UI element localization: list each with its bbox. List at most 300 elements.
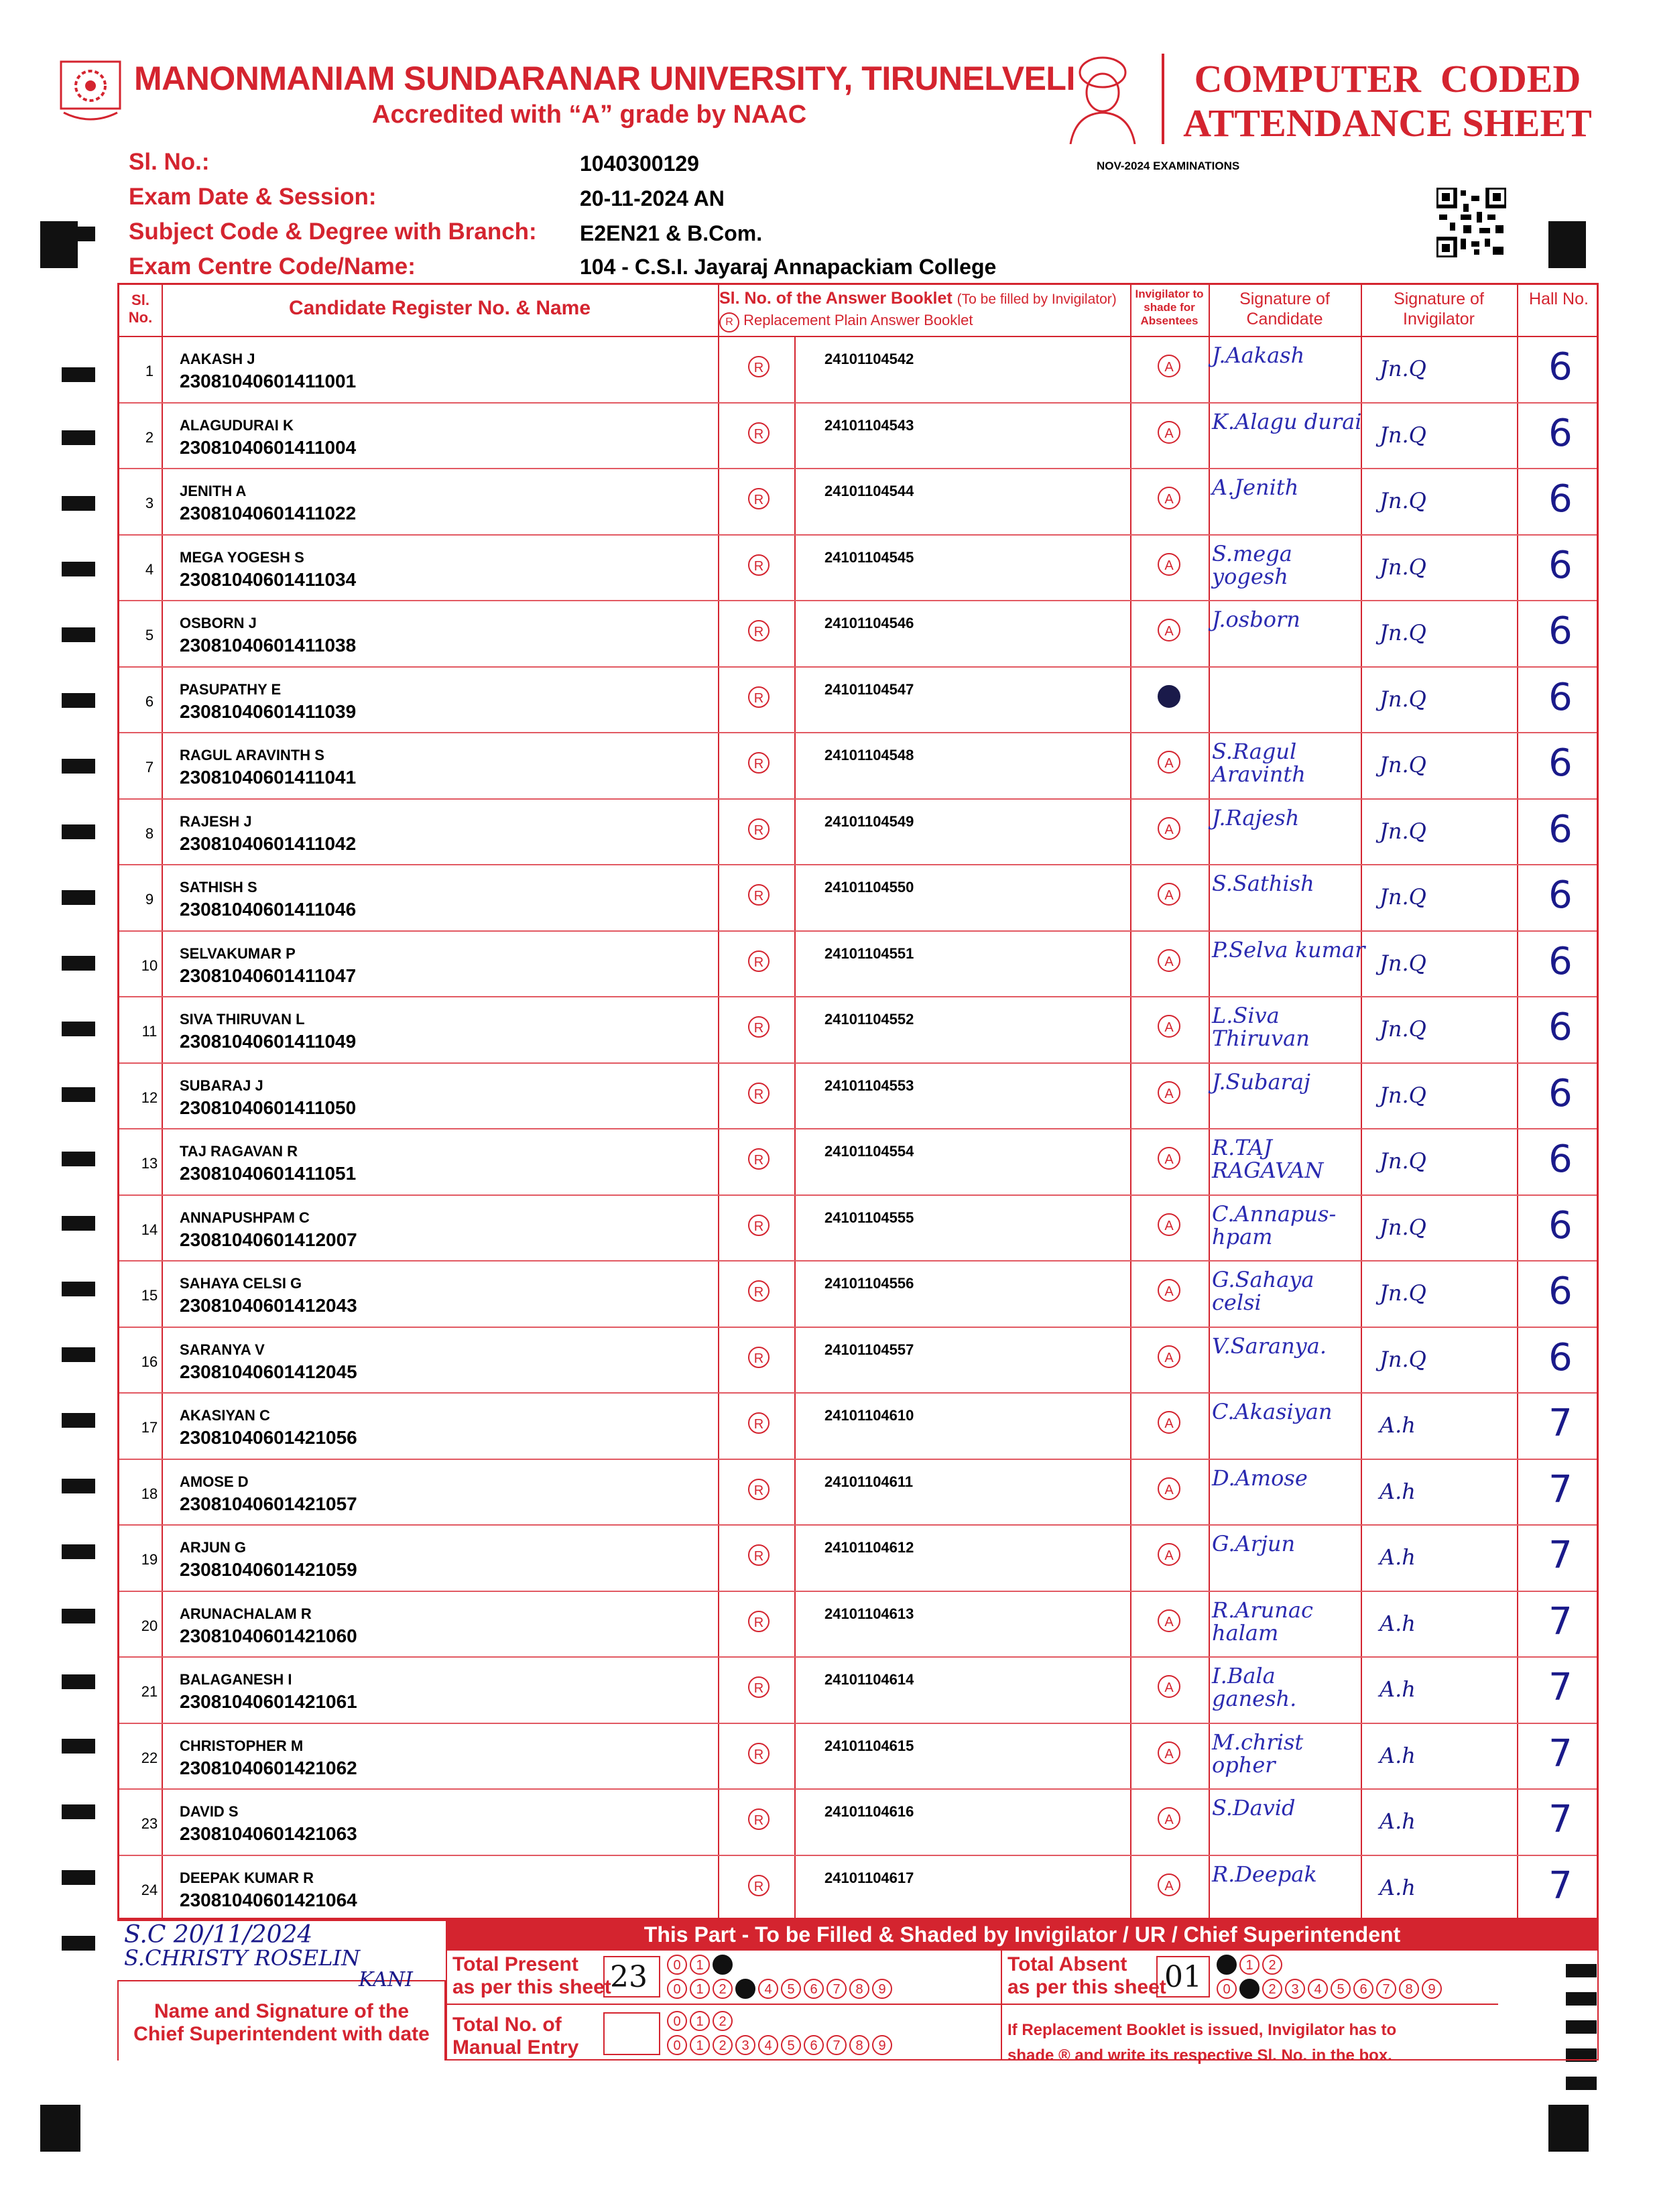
table-row [119,1591,1597,1657]
replacement-r-circle[interactable]: R [748,1347,770,1368]
register-no: 23081040601411039 [180,700,357,722]
absent-shade-circle[interactable]: A [1158,1675,1180,1698]
cs-label [117,2000,446,2046]
accreditation: Accredited with “A” grade by NAAC [372,101,807,129]
digit-bubble[interactable]: 1 [690,2011,710,2031]
register-no: 23081040601411022 [180,503,357,524]
row-sl-no: 24 [141,1881,158,1898]
hall-no: 6 [1548,1071,1573,1115]
timing-mark [1566,2077,1597,2090]
register-no: 23081040601421061 [180,1691,357,1712]
registration-block [40,221,78,268]
timing-mark [62,824,95,839]
replacement-r-circle[interactable]: R [748,686,770,708]
replacement-r-circle[interactable]: R [748,752,770,774]
candidate-name: MEGA YOGESH S [180,548,304,566]
table-row [119,1524,1597,1591]
r-circle-icon: R [719,312,739,332]
absent-shade-circle[interactable]: A [1158,751,1180,774]
header-booklet [719,289,1129,308]
header-booklet-title: Sl. No. of the Answer Booklet [719,289,953,308]
candidate-signature: S.Sathish [1212,871,1314,896]
total-absent-label-2: as per this sheet [1007,1976,1166,1998]
total-present-label [452,1953,611,1999]
timing-mark [62,1804,95,1819]
invigilator-signature: Jn.Q [1379,1016,1426,1042]
digit-bubble[interactable]: 8 [849,1979,869,1999]
exam-date-label: Exam Date & Session: [129,184,377,210]
total-present-tens[interactable] [667,1955,733,1975]
total-absent-tens[interactable] [1217,1955,1282,1975]
invigilator-signature: Jn.Q [1379,752,1426,778]
absent-shade-circle[interactable] [1158,685,1180,708]
digit-bubble[interactable]: 7 [826,1979,847,1999]
table-row [119,1656,1597,1723]
invigilator-signature: A.h [1379,1610,1416,1636]
timing-mark [62,1609,95,1623]
invigilator-signature: Jn.Q [1379,1280,1426,1306]
digit-bubble[interactable]: 0 [667,2011,687,2031]
candidate-name: AMOSE D [180,1473,249,1490]
manual-entry-ones[interactable] [667,2035,892,2055]
row-sl-no: 18 [141,1485,158,1502]
table-row [119,1723,1597,1789]
row-sl-no: 11 [141,1023,158,1040]
candidate-signature: C.Akasiyan [1212,1399,1333,1424]
digit-bubble[interactable]: 2 [713,2035,733,2055]
candidate-signature: A.Jenith [1212,475,1299,500]
timing-mark [62,1479,95,1493]
absent-shade-circle[interactable]: A [1158,1411,1180,1434]
header-replacement-label: Replacement Plain Answer Booklet [743,312,973,328]
replacement-r-circle[interactable]: R [748,1083,770,1104]
candidate-name: ANNAPUSHPAM C [180,1209,310,1226]
timing-mark [62,1739,95,1754]
register-no: 23081040601421056 [180,1427,357,1448]
row-sl-no: 6 [145,692,154,710]
digit-bubble[interactable]: 2 [1262,1979,1282,1999]
digit-bubble[interactable]: 0 [667,1979,687,1999]
total-present-box[interactable] [603,1956,660,1998]
row-sl-no: 2 [145,428,154,446]
candidate-signature: I.Bala ganesh. [1212,1663,1297,1711]
absent-shade-circle[interactable]: A [1158,1345,1180,1368]
register-no: 23081040601412007 [180,1229,357,1250]
absent-shade-circle[interactable]: A [1158,883,1180,906]
absent-shade-circle[interactable]: A [1158,817,1180,840]
replacement-r-circle[interactable]: R [748,950,770,972]
digit-bubble[interactable]: 4 [1308,1979,1328,1999]
register-no: 23081040601421059 [180,1559,357,1580]
digit-bubble[interactable]: 1 [1239,1955,1260,1975]
invigilator-signature: Jn.Q [1379,356,1426,381]
booklet-no: 24101104542 [824,351,914,367]
digit-bubble[interactable]: 3 [735,2035,755,2055]
invigilator-signature: Jn.Q [1379,686,1426,712]
footer-section [117,1920,1599,2065]
digit-bubble[interactable] [1217,1955,1237,1975]
digit-bubble[interactable]: 6 [1353,1979,1373,1999]
booklet-no: 24101104544 [824,483,914,499]
digit-bubble[interactable]: 1 [690,1979,710,1999]
timing-mark [62,1347,95,1362]
digit-bubble[interactable] [1239,1979,1260,1999]
replacement-r-circle[interactable]: R [748,1544,770,1566]
total-absent-box[interactable] [1156,1956,1210,1998]
table-row [119,732,1597,798]
invigilator-signature: A.h [1379,1808,1416,1834]
table-row [119,1128,1597,1194]
hall-no: 6 [1548,609,1573,653]
university-name: MANONMANIAM SUNDARANAR UNIVERSITY, TIRUNELVELI [134,60,1075,97]
register-no: 23081040601411046 [180,899,357,920]
candidate-name: SARANYA V [180,1341,265,1358]
digit-bubble[interactable]: 2 [713,2011,733,2031]
table-row [119,1392,1597,1459]
row-sl-no: 8 [145,824,154,842]
candidate-name: ALAGUDURAI K [180,416,294,434]
absent-shade-circle[interactable]: A [1158,619,1180,641]
hall-no: 6 [1548,675,1573,719]
hall-no: 7 [1548,1731,1573,1776]
table-row [119,1855,1597,1921]
row-sl-no: 14 [141,1221,158,1238]
absent-shade-circle[interactable]: A [1158,1807,1180,1830]
candidate-name: SIVA THIRUVAN L [180,1011,305,1028]
replacement-note-1: If Replacement Booklet is issued, Invigilator has to [1007,2021,1397,2039]
total-absent-label-1: Total Absent [1007,1953,1127,1975]
register-no: 23081040601411001 [180,371,357,391]
register-no: 23081040601411049 [180,1031,357,1052]
register-no: 23081040601411051 [180,1163,357,1184]
absent-shade-circle[interactable]: A [1158,1477,1180,1500]
timing-mark [62,890,95,905]
booklet-no: 24101104548 [824,747,914,763]
row-sl-no: 12 [141,1089,158,1106]
timing-mark [62,1870,95,1885]
timing-mark [62,1936,95,1951]
candidate-name: ARUNACHALAM R [180,1605,312,1622]
candidate-signature: J.Aakash [1212,343,1305,368]
replacement-r-circle[interactable]: R [748,1016,770,1038]
absent-shade-circle[interactable]: A [1158,1213,1180,1236]
absent-shade-circle[interactable]: A [1158,1543,1180,1566]
timing-mark [62,1022,95,1036]
hall-no: 7 [1548,1666,1573,1709]
header-booklet-note: (To be filled by Invigilator) [957,292,1117,307]
digit-bubble[interactable]: 1 [690,1955,710,1975]
register-no: 23081040601421057 [180,1493,357,1514]
header-replacement [719,312,1129,332]
header-invig-shade: Invigilator to shade for Absentees [1135,288,1204,327]
register-no: 23081040601412045 [180,1361,357,1382]
candidate-name: BALAGANESH I [180,1671,292,1688]
table-row [119,402,1597,469]
candidate-name: SUBARAJ J [180,1077,263,1094]
digit-bubble[interactable]: 9 [872,2035,892,2055]
timing-mark [62,496,95,511]
invigilator-signature: Jn.Q [1379,818,1426,844]
candidate-signature: S.mega yogesh [1212,540,1292,589]
absent-shade-circle[interactable]: A [1158,553,1180,576]
hall-no: 6 [1548,477,1573,521]
absent-shade-circle[interactable]: A [1158,1015,1180,1038]
digit-bubble[interactable]: 9 [872,1979,892,1999]
booklet-no: 24101104615 [824,1737,914,1754]
candidate-signature: J.osborn [1212,607,1300,632]
footer-bar: This Part - To be Filled & Shaded by Invigilator / UR / Chief Superintendent [446,1920,1599,1949]
replacement-r-circle[interactable]: R [748,1808,770,1830]
digit-bubble[interactable]: 8 [1399,1979,1419,1999]
candidate-signature: S.Ragul Aravinth [1212,739,1306,787]
candidate-name: JENITH A [180,483,247,499]
booklet-no: 24101104546 [824,615,914,631]
row-sl-no: 21 [141,1683,158,1700]
digit-bubble[interactable]: 2 [713,1979,733,1999]
candidate-signature: R.Deepak [1212,1861,1317,1887]
table-row [119,1062,1597,1129]
candidate-signature: G.Sahaya celsi [1212,1267,1314,1315]
digit-bubble[interactable]: 7 [826,2035,847,2055]
timing-mark [62,367,95,382]
candidate-name: PASUPATHY E [180,680,282,698]
digit-bubble[interactable]: 9 [1422,1979,1442,1999]
booklet-no: 24101104552 [824,1011,914,1028]
replacement-r-circle[interactable]: R [748,1611,770,1632]
absent-shade-circle[interactable]: A [1158,1147,1180,1170]
hall-no: 6 [1548,741,1573,785]
digit-bubble[interactable]: 4 [758,1979,778,1999]
hall-no: 6 [1548,1138,1573,1181]
row-sl-no: 15 [141,1287,158,1304]
booklet-no: 24101104613 [824,1605,914,1622]
timing-mark [62,693,95,708]
timing-mark [62,1282,95,1296]
candidate-name: SATHISH S [180,879,257,896]
total-present-label-2: as per this sheet [452,1976,611,1998]
register-no: 23081040601411034 [180,568,357,590]
invigilator-signature: Jn.Q [1379,422,1426,448]
table-row [119,1194,1597,1261]
replacement-r-circle[interactable]: R [748,818,770,840]
hall-no: 7 [1548,1599,1573,1644]
candidate-name: DAVID S [180,1803,239,1820]
candidate-signature: R.TAJ RAGAVAN [1212,1135,1324,1183]
booklet-no: 24101104555 [824,1209,914,1226]
table-row [119,468,1597,534]
booklet-no: 24101104611 [824,1473,914,1490]
invigilator-signature: Jn.Q [1379,950,1426,976]
register-no: 23081040601411004 [180,436,357,458]
candidate-signature: G.Arjun [1212,1531,1296,1556]
candidate-signature: S.David [1212,1795,1296,1821]
registration-block [40,2105,80,2152]
absent-shade-circle[interactable]: A [1158,1279,1180,1302]
invigilator-signature: Jn.Q [1379,1148,1426,1174]
digit-bubble[interactable]: 0 [667,1955,687,1975]
university-logo [57,59,124,133]
header-candidate: Candidate Register No. & Name [288,297,591,319]
hall-no: 7 [1548,1534,1573,1577]
register-no: 23081040601421060 [180,1625,357,1646]
candidate-signature: J.Subaraj [1212,1068,1310,1095]
centre-value: 104 - C.S.I. Jayaraj Annapackiam College [580,255,997,279]
subject-label: Subject Code & Degree with Branch: [129,219,537,245]
booklet-no: 24101104556 [824,1275,914,1292]
row-sl-no: 19 [141,1551,158,1568]
invigilator-signature: A.h [1379,1742,1416,1768]
digit-bubble[interactable]: 5 [781,1979,801,1999]
candidate-signature: K.Alagu durai [1212,408,1362,434]
digit-bubble[interactable]: 0 [667,2035,687,2055]
candidate-name: TAJ RAGAVAN R [180,1143,298,1160]
timing-mark [62,627,95,642]
invigilator-signature: Jn.Q [1379,884,1426,910]
digit-bubble[interactable] [735,1979,755,1999]
booklet-no: 24101104614 [824,1671,914,1688]
total-present-ones[interactable] [667,1979,892,1999]
digit-bubble[interactable] [713,1955,733,1975]
digit-bubble[interactable]: 6 [804,2035,824,2055]
table-row [119,1788,1597,1855]
replacement-r-circle[interactable]: R [748,422,770,444]
booklet-no: 24101104543 [824,416,914,434]
candidate-signature: L.Siva Thiruvan [1212,1003,1310,1051]
replacement-r-circle[interactable]: R [748,1280,770,1302]
row-sl-no: 17 [141,1419,158,1436]
absent-shade-circle[interactable]: A [1158,1609,1180,1632]
replacement-r-circle[interactable]: R [748,554,770,576]
booklet-no: 24101104554 [824,1143,914,1160]
timing-mark [62,759,95,774]
founder-portrait [1062,54,1143,144]
booklet-no: 24101104553 [824,1077,914,1094]
booklet-no: 24101104549 [824,812,914,830]
hall-no: 6 [1548,345,1573,389]
replacement-r-circle[interactable]: R [748,1743,770,1764]
table-row [119,666,1597,733]
total-present-value: 23 [610,1960,648,1994]
sl-no-label: Sl. No.: [129,149,210,175]
candidate-name: OSBORN J [180,615,257,631]
absent-shade-circle[interactable]: A [1158,487,1180,509]
replacement-r-circle[interactable]: R [748,488,770,509]
replacement-r-circle[interactable]: R [748,884,770,906]
absent-shade-circle[interactable]: A [1158,355,1180,377]
replacement-r-circle[interactable]: R [748,356,770,377]
digit-bubble[interactable]: 4 [758,2035,778,2055]
booklet-no: 24101104550 [824,879,914,896]
invigilator-signature: Jn.Q [1379,554,1426,580]
hall-no: 6 [1548,543,1573,587]
hall-no: 6 [1548,939,1573,983]
absent-shade-circle[interactable]: A [1158,421,1180,444]
invigilator-signature: Jn.Q [1379,620,1426,646]
replacement-r-circle[interactable]: R [748,1875,770,1896]
register-no: 23081040601411050 [180,1097,357,1118]
digit-bubble[interactable]: 6 [804,1979,824,1999]
manual-entry-tens[interactable] [667,2011,733,2031]
sheet-title-line1: COMPUTER CODED [1194,57,1581,101]
digit-bubble[interactable]: 0 [1217,1979,1237,1999]
replacement-note-2: shade ® and write its respective Sl. No. in the box. [1007,2046,1392,2065]
registration-block [1548,2105,1589,2152]
row-sl-no: 1 [145,363,154,379]
replacement-r-circle[interactable]: R [748,1412,770,1434]
header-hall: Hall No. [1529,290,1589,308]
timing-mark [62,1216,95,1231]
invigilator-signature: Jn.Q [1379,1346,1426,1372]
sl-no-value: 1040300129 [580,151,699,176]
row-sl-no: 22 [141,1749,158,1766]
digit-bubble[interactable]: 3 [1285,1979,1305,1999]
qr-code-icon [1436,188,1506,257]
booklet-no: 24101104551 [824,944,914,962]
register-no: 23081040601412043 [180,1295,357,1316]
hall-no: 6 [1548,411,1573,455]
digit-bubble[interactable]: 1 [690,2035,710,2055]
booklet-no: 24101104547 [824,680,914,698]
manual-entry-label-2: Manual Entry [452,2036,579,2059]
centre-label: Exam Centre Code/Name: [129,253,416,280]
replacement-r-circle[interactable]: R [748,1215,770,1236]
invigilator-signature: A.h [1379,1676,1416,1702]
candidate-name: ARJUN G [180,1539,247,1556]
total-absent-ones[interactable] [1217,1979,1442,1999]
absent-shade-circle[interactable]: A [1158,1081,1180,1104]
hall-no: 7 [1548,1402,1573,1445]
timing-mark [62,1413,95,1428]
timing-mark [62,1152,95,1166]
absent-shade-circle[interactable]: A [1158,1873,1180,1896]
hall-no: 6 [1548,807,1573,851]
total-absent-value: 01 [1164,1960,1202,1994]
hall-no: 6 [1548,1203,1573,1247]
register-no: 23081040601421064 [180,1889,357,1910]
table-row [119,930,1597,997]
register-no: 23081040601411047 [180,965,357,986]
absent-shade-circle[interactable]: A [1158,949,1180,972]
replacement-r-circle[interactable]: R [748,1676,770,1698]
hall-no: 7 [1548,1467,1573,1512]
digit-bubble[interactable]: 5 [1331,1979,1351,1999]
digit-bubble[interactable]: 2 [1262,1955,1282,1975]
candidate-name: SELVAKUMAR P [180,944,296,962]
row-sl-no: 9 [145,891,154,908]
replacement-r-circle[interactable]: R [748,1479,770,1500]
manual-entry-label-1: Total No. of [452,2014,562,2036]
digit-bubble[interactable]: 7 [1376,1979,1396,1999]
register-no: 23081040601421063 [180,1823,357,1844]
manual-entry-box[interactable] [603,2012,660,2055]
row-sl-no: 13 [141,1155,158,1172]
title-divider [1162,54,1164,144]
row-sl-no: 5 [145,627,154,643]
digit-bubble[interactable]: 8 [849,2035,869,2055]
register-no: 23081040601421062 [180,1757,357,1778]
absent-shade-circle[interactable]: A [1158,1741,1180,1764]
invigilator-signature: Jn.Q [1379,1082,1426,1108]
cs-signature: S.C 20/11/2024 [124,1921,313,1949]
row-sl-no: 23 [141,1815,158,1832]
total-present-label-1: Total Present [452,1953,578,1975]
candidate-name: CHRISTOPHER M [180,1737,304,1754]
replacement-r-circle[interactable]: R [748,620,770,641]
timing-mark [62,1087,95,1102]
table-row [119,798,1597,865]
replacement-r-circle[interactable]: R [748,1148,770,1170]
digit-bubble[interactable]: 5 [781,2035,801,2055]
